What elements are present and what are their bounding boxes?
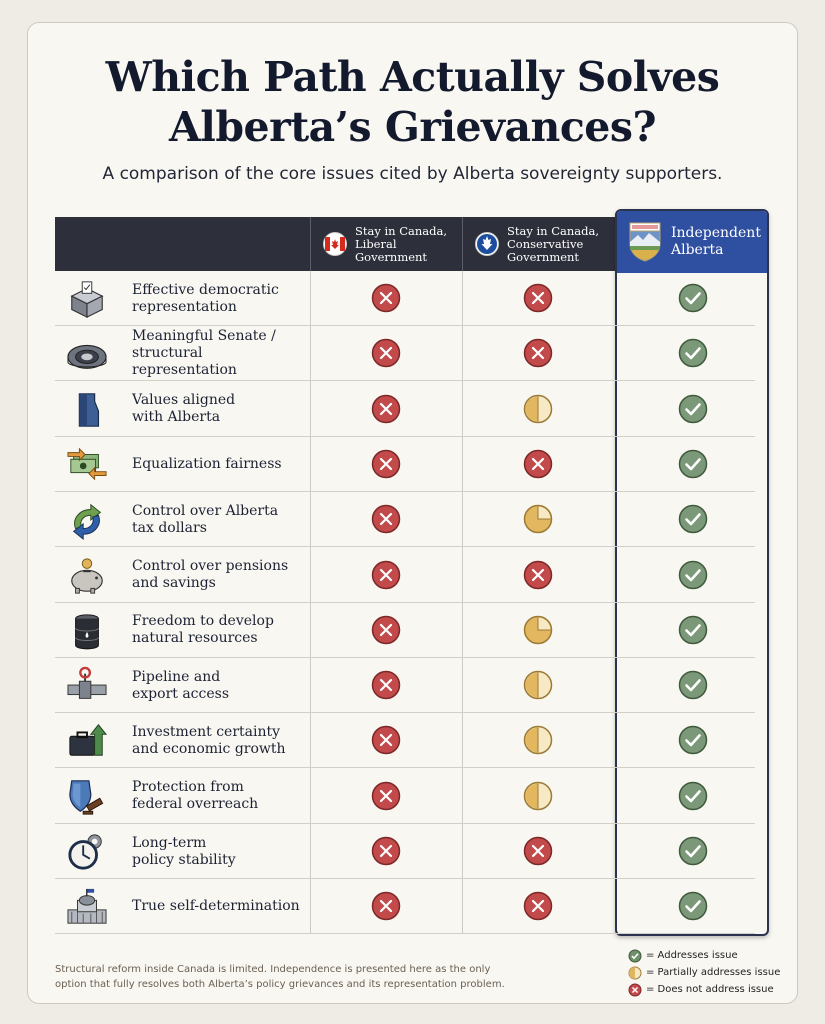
canada-flag-icon — [323, 232, 347, 256]
column-header-liberal-line3: Government — [355, 249, 428, 264]
check-mark-icon — [628, 949, 642, 963]
legend-item-partial — [628, 964, 780, 981]
row-label-line1: Control over Alberta — [132, 502, 279, 519]
x-mark-icon — [523, 449, 553, 479]
x-mark-icon — [523, 891, 553, 921]
row-label-line1: Protection from — [132, 779, 244, 796]
check-mark-icon — [678, 338, 708, 368]
row-label-line1: Control over pensions — [132, 558, 289, 574]
footer-note — [55, 962, 575, 992]
senate-chamber-icon — [65, 334, 109, 374]
x-mark-icon — [371, 670, 401, 700]
x-mark-icon — [371, 725, 401, 755]
row-label-line1: True self-determination — [132, 898, 300, 915]
x-mark-icon — [523, 836, 553, 866]
check-mark-icon — [678, 560, 708, 590]
row-label-line2: with Alberta — [132, 409, 221, 426]
row-label-line1: Investment certainty — [132, 723, 281, 740]
circular-arrows-icon — [65, 500, 109, 540]
table-row — [55, 769, 755, 824]
title-line-1: Which Path Actually Solves — [105, 53, 720, 101]
row-label — [132, 713, 307, 768]
row-label-line1: Meaningful Senate / — [132, 328, 276, 345]
x-mark-icon — [371, 615, 401, 645]
table-row — [55, 713, 755, 768]
check-mark-icon — [678, 615, 708, 645]
row-label-line1: Freedom to develop — [132, 613, 274, 630]
x-mark-icon — [371, 891, 401, 921]
partial-mark-icon — [523, 504, 553, 534]
row-label-line1: Equalization fairness — [132, 455, 282, 472]
table-row — [55, 382, 755, 437]
footer-note-line2: option that fully resolves both Alberta’s policy grievances and its representation problem. — [55, 979, 505, 990]
row-label — [132, 271, 307, 326]
x-mark-icon — [371, 394, 401, 424]
shield-gavel-icon — [65, 777, 109, 817]
x-mark-icon — [371, 504, 401, 534]
legend — [628, 947, 780, 998]
row-label-line1: Long-term — [132, 834, 207, 851]
column-header-conservative-line1: Stay in Canada, — [507, 223, 600, 238]
row-label-line1: Effective democratic — [132, 281, 279, 298]
check-mark-icon — [678, 891, 708, 921]
legend-item-yes — [628, 947, 780, 964]
row-label-line2: and economic growth — [132, 740, 286, 757]
row-label — [132, 326, 307, 381]
legislature-building-icon — [65, 887, 109, 927]
table-row — [55, 879, 755, 934]
table-row — [55, 603, 755, 658]
partial-mark-icon — [523, 725, 553, 755]
column-header-liberal-line1: Stay in Canada, — [355, 223, 448, 238]
piggy-bank-icon — [65, 556, 109, 596]
row-label — [132, 492, 307, 547]
column-header-independent — [617, 211, 767, 273]
row-label-line2: policy stability — [132, 851, 236, 868]
row-label-line2: structural representation — [132, 345, 237, 379]
table-row — [55, 824, 755, 879]
partial-mark-icon — [523, 670, 553, 700]
table-header — [55, 217, 615, 271]
row-label — [132, 824, 307, 879]
pipeline-valve-icon — [65, 666, 109, 706]
row-label — [132, 548, 307, 603]
row-label-line1: Pipeline and — [132, 668, 221, 685]
briefcase-growth-icon — [65, 721, 109, 761]
x-mark-icon — [371, 836, 401, 866]
partial-mark-icon — [523, 394, 553, 424]
row-label — [132, 769, 307, 824]
alberta-shield-icon — [629, 222, 661, 262]
x-mark-icon — [523, 338, 553, 368]
oil-barrel-icon — [65, 611, 109, 651]
row-label-line2: representation — [132, 298, 237, 315]
column-header-liberal — [310, 217, 462, 271]
legend-label-yes: = Addresses issue — [646, 950, 738, 961]
alberta-map-icon — [65, 390, 109, 430]
check-mark-icon — [678, 725, 708, 755]
row-label-line2: tax dollars — [132, 519, 207, 536]
x-mark-icon — [371, 781, 401, 811]
title-line-2: Alberta’s Grievances? — [168, 103, 656, 151]
row-label-line2: export access — [132, 685, 230, 702]
page-title — [0, 52, 825, 152]
column-header-conservative-line3: Government — [507, 249, 580, 264]
clock-gear-icon — [65, 832, 109, 872]
ballot-box-icon — [65, 279, 109, 319]
column-header-conservative-line2: Conservative — [507, 236, 584, 251]
x-mark-icon — [371, 560, 401, 590]
row-label-line2: and savings — [132, 575, 216, 591]
check-mark-icon — [678, 394, 708, 424]
table-row — [55, 492, 755, 547]
x-mark-icon — [371, 449, 401, 479]
row-label-line1: Values aligned — [132, 392, 236, 409]
subtitle: A comparison of the core issues cited by Alberta sovereignty supporters. — [102, 164, 723, 184]
row-label — [132, 603, 307, 658]
legend-label-partial: = Partially addresses issue — [646, 967, 781, 978]
check-mark-icon — [678, 449, 708, 479]
table-row — [55, 548, 755, 603]
table-row — [55, 658, 755, 713]
legend-item-no — [628, 981, 780, 998]
x-mark-icon — [523, 283, 553, 313]
column-header-independent-line1: Independent — [671, 225, 761, 241]
row-label — [132, 382, 307, 437]
row-label — [132, 879, 307, 934]
x-mark-icon — [523, 560, 553, 590]
footer-note-line1: Structural reform inside Canada is limited. Independence is presented here as the only — [55, 964, 491, 975]
x-mark-icon — [628, 983, 642, 997]
row-label-line2: federal overreach — [132, 796, 259, 813]
table-row — [55, 326, 755, 381]
legend-label-no: = Does not address issue — [646, 984, 774, 995]
x-mark-icon — [371, 338, 401, 368]
partial-mark-icon — [523, 615, 553, 645]
x-mark-icon — [371, 283, 401, 313]
conservative-flag-icon — [475, 232, 499, 256]
row-label-line2: natural resources — [132, 630, 258, 647]
column-header-independent-line2: Alberta — [671, 242, 724, 258]
partial-mark-icon — [523, 781, 553, 811]
check-mark-icon — [678, 781, 708, 811]
row-label — [132, 437, 307, 492]
column-header-liberal-line2: Liberal — [355, 236, 397, 251]
check-mark-icon — [678, 504, 708, 534]
partial-mark-icon — [628, 966, 642, 980]
table-row — [55, 437, 755, 492]
check-mark-icon — [678, 836, 708, 866]
money-transfer-icon — [65, 445, 109, 485]
check-mark-icon — [678, 670, 708, 700]
check-mark-icon — [678, 283, 708, 313]
row-label — [132, 658, 307, 713]
table-row — [55, 271, 755, 326]
column-header-conservative — [462, 217, 615, 271]
